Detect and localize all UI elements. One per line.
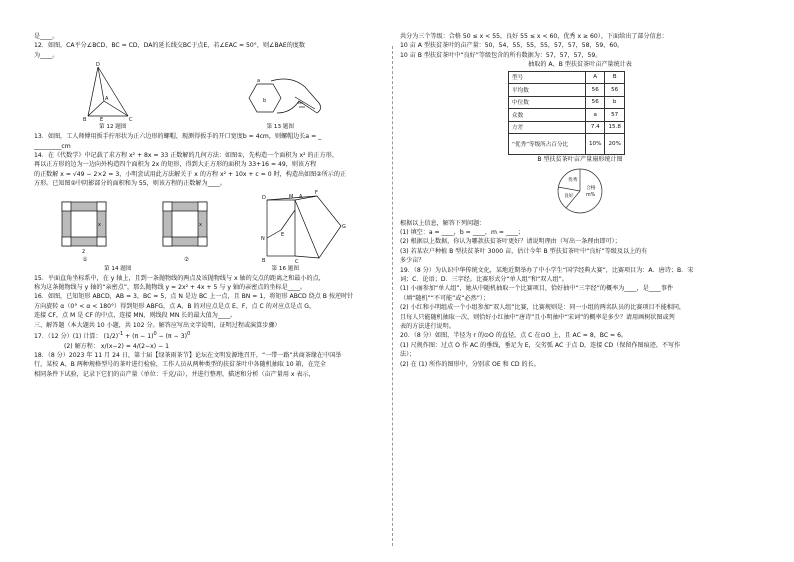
triangle-figure <box>78 61 148 123</box>
question-18-cont-2: 相同条件下试验，记录下它们的亩产量（单位：千克/亩），并进行整理、描述和分析（亩产量用 x 表示， <box>34 370 315 378</box>
figure-12-caption: 第 12 题图 <box>99 124 127 131</box>
svg-text:E: E <box>281 231 285 238</box>
question-19-cont-1: 词；C．论语；D．三字经。比赛形式分“单人组”和“双人组”。 <box>400 275 568 283</box>
q18-part1: (1) 填空：a = ____，b = ____，m = ____； <box>400 228 525 236</box>
rectangle-rotation-figure <box>259 190 347 264</box>
figure-13-caption: 第 13 题图 <box>266 124 294 131</box>
stat-table <box>508 71 625 156</box>
figure-16 <box>259 190 347 264</box>
question-18: 18．（8 分）2023 年 11 月 24 日，第十届【绿茶雨茶节】论坛在文明发源地召开，“一带一路”共商茶缘在中国举 <box>34 351 342 359</box>
question-14-cont-3: 方形。已知图②中阴影部分的面积和为 55，则该方程的正数解为____。 <box>34 180 226 188</box>
q18-a-data: 10 亩 A 型扶贫茶叶的亩产量：50，54，55，55，55，57，57，58，59，60。 <box>400 42 624 50</box>
svg-text:D: D <box>95 62 100 69</box>
table-cell: 15.8 <box>605 121 624 134</box>
question-15-cont: 称为这条抛物线与 y 轴的“亲密点”，那么抛物线 y = 2x² + 4x + 5 与 y 轴的亲密点的坐标是____。 <box>34 284 306 292</box>
svg-text:D: D <box>262 194 266 201</box>
figure-14-caption: 第 14 题图 <box>104 265 132 272</box>
question-17-part2 <box>34 342 369 351</box>
figure-13 <box>235 73 325 131</box>
figure-14b-label: ② <box>183 256 189 263</box>
svg-text:F: F <box>315 189 319 196</box>
q18-b-data: 10 亩 B 型扶贫茶叶中“良好”等级包含的所有数据为：57，57，57，59。 <box>400 51 602 59</box>
question-16-cont-1: 方向旋转 α（0° < α < 180°）得到矩形 ABFG，点 A、B 的对应点是点 E、F，点 C 的对应点是点 G， <box>34 302 316 310</box>
question-17-part2-text: (2) 解方程： <box>64 342 99 350</box>
right-column <box>400 32 760 369</box>
svg-text:x: x <box>199 221 203 228</box>
figure-14a-label: ① <box>82 256 88 263</box>
question-14-cont-1: 再以正方形的边为一边向外构造四个面积为 2x 的矩形，得到大正方形的面积为 33+16 = 49，则该方程 <box>34 161 317 169</box>
table-cell: a <box>586 109 605 122</box>
table-cell: 56 <box>586 84 605 97</box>
question-20-part2: (2) 在 (1) 所作的图形中，分别求 OE 和 CD 的长。 <box>400 360 540 368</box>
question-20-part1-cont: 法）； <box>400 351 416 359</box>
question-17 <box>34 330 369 341</box>
svg-text:G: G <box>342 223 347 230</box>
table-header-row <box>509 71 625 84</box>
question-20: 20．（8 分）如图，半径为 r 的⊙O 的直径，点 C 在⊙O 上，且 AC = 8，BC = 6。 <box>400 332 628 340</box>
table-row <box>509 134 625 155</box>
table-header-cell: 型号 <box>509 71 586 84</box>
pie-chart <box>400 165 760 219</box>
figure-14a <box>56 198 114 264</box>
square-figure-2 <box>157 198 215 256</box>
pie-label-pass: 合格 <box>586 185 596 191</box>
table-row <box>509 109 625 122</box>
pie-chart-title: B 型扶贫茶叶亩产量扇形统计图 <box>537 156 623 164</box>
table-cell: 57 <box>605 109 624 122</box>
table-cell: 平均数 <box>509 84 586 97</box>
wrench-figure <box>235 73 325 123</box>
question-14: 14．在《代数学》中记载了求方程 x² + 8x = 33 正数解的几何方法：如图①，先构造一个面积为 x² 的正方形， <box>34 152 338 160</box>
q17-expression: $(1/2)^{-1} + (\pi - 1)^0 - (\pi - 3)^0$ <box>103 331 191 341</box>
question-13-cont: _________cm <box>34 142 71 150</box>
pie-label-good: 良好 <box>564 193 574 199</box>
table-cell: 10% <box>586 134 605 155</box>
question-19-part1: (1) 小丽参加“单人组”，她从中随机抽取一个比赛项目，恰好抽中“三字经”的概率为____，是____事件 <box>400 285 674 293</box>
question-13: 13．如图，工人师傅用扳手拧形状为正六边形的螺帽，现测得扳手的开口宽度b = 4cm，则螺帽边长a = _ <box>34 133 322 141</box>
figure-16-caption: 第 16 题图 <box>271 265 299 272</box>
question-16: 16．如图，已知矩形 ABCD，AB = 3，BC = 5，点 N 是边 BC 上一点，且 BN = 1，将矩形 ABCD 绕点 B 按逆时针 <box>34 293 354 301</box>
fig-captions-14-16 <box>34 265 369 273</box>
svg-text:E: E <box>99 117 103 124</box>
table-cell: “优秀”等级所占百分比 <box>509 134 586 155</box>
question-19-part2-cont-2: 表的方法进行说明。 <box>400 323 455 330</box>
svg-text:B: B <box>82 117 87 124</box>
svg-text:x: x <box>97 221 101 228</box>
figure-12 <box>78 61 148 131</box>
svg-text:C: C <box>295 258 299 264</box>
q18-instruction: 根据以上信息，解答下列问题： <box>400 219 486 227</box>
section-3-header: 三、解答题（本大题共 10 小题，共 102 分。解答应写出文字说明，证明过程或演算步骤） <box>34 321 281 329</box>
table-header-cell: A <box>586 71 605 84</box>
left-column <box>34 32 369 379</box>
question-16-cont-2: 连接 CF，点 M 是 CF 的中点，连接 MN，则线段 MN 长的最大值为____。 <box>34 312 237 320</box>
question-15: 15．平面直角坐标系中，在 y 轴上，且到一条抛物线的两点及该抛物线与 x 轴的交点的距离之和最小的点， <box>34 274 325 282</box>
figure-14b <box>157 198 215 264</box>
q17-equation: x/(x−2) = 4/(2−x) − 1 <box>100 342 170 350</box>
table-row <box>509 96 625 109</box>
table-row <box>509 84 625 97</box>
table-cell: 众数 <box>509 109 586 122</box>
q18-levels: 共分为三个等级：合格 50 ≤ x < 55，良好 55 ≤ x < 60，优秀 x ≥ 60），下面给出了部分信息： <box>400 33 668 40</box>
question-19-part2: (2) 小红和小明组成一个小组参加“双人组”比赛，比赛规则是：同一小组的两名队员的比赛项目不能相同， <box>400 304 686 312</box>
svg-text:2: 2 <box>81 248 86 255</box>
question-19-part1-cont: （填“随机”“不可能”或“必然”）； <box>400 294 490 302</box>
svg-text:B: B <box>262 257 266 264</box>
question-14-cont-2: 的正数解 x = √49 − 2×2 = 3，小明尝试用此方法解关于 x 的方程 x² + 10x + c = 0 时，构造出如图②所示的正 <box>34 170 347 178</box>
svg-text:b: b <box>263 98 267 105</box>
fig-row-14-16 <box>34 190 369 264</box>
table-row <box>509 121 625 134</box>
column-divider <box>392 46 393 546</box>
table-cell: b <box>605 96 624 109</box>
stat-table-title: 抽取的 A、B 型扶贫茶叶亩产量统计表 <box>528 61 632 69</box>
question-12: 12．如图，CA平分∠BCD，BC = CD，DA的延长线交BC于点E，若∠EAC = 50°，则∠BAE的度数 <box>34 42 305 50</box>
svg-text:a: a <box>257 78 261 85</box>
pie-chart-svg <box>550 165 610 217</box>
table-cell: 中位数 <box>509 96 586 109</box>
table-cell: 56 <box>605 84 624 97</box>
square-figure-1 <box>56 198 114 256</box>
table-header-cell: B <box>605 71 624 84</box>
table-cell: 方差 <box>509 121 586 134</box>
svg-text:A: A <box>104 96 109 103</box>
question-18-cont-1: 行，某校 A、B 两种规格型号的茶叶进行检验，工作人员从两种类型的扶贫茶叶中各随机抽取 10 箱，在完全 <box>34 361 326 369</box>
svg-text:N: N <box>261 235 265 242</box>
question-19-part2-cont-1: 且每人只能随机抽取一次，则恰好小红抽中“唐诗”且小明抽中“宋词”的概率是多少？请用画树状图或列 <box>400 313 675 321</box>
svg-text:A: A <box>299 193 303 200</box>
question-17-text: 17．（12 分）(1) 计算： <box>34 333 102 341</box>
q18-part3: (3) 若某农户种植 B 型扶贫茶叶 3000 亩，估计今年 B 型扶贫茶叶中“良好”等级及以上的有 <box>400 247 648 255</box>
fig-row-12-13 <box>34 61 369 131</box>
pie-label-excellent: 优秀 <box>568 177 578 183</box>
question-12-cont: 为____。 <box>34 51 59 59</box>
question-20-part1: (1) 尺规作图：过点 O 作 AC 的垂线，垂足为 E，交劣弧 AC 于点 D，连接 CD（保留作图痕迹，不写作 <box>400 341 681 349</box>
q18-part2: (2) 根据以上数据，你认为哪款扶贫茶叶更好？请说明理由（写出一条理由即可）； <box>400 238 621 246</box>
question-19: 19．（8 分）为认识中华传统文化，某地近期举办了中小学生“国学经典大赛”，比赛项目为：A．唐诗；B．宋 <box>400 266 694 274</box>
table-cell: 7.4 <box>586 121 605 134</box>
exam-sheet <box>20 32 774 550</box>
svg-text:C: C <box>128 117 133 124</box>
table-cell: 20% <box>605 134 624 155</box>
table-cell: 56 <box>586 96 605 109</box>
q11-tail: 是____。 <box>34 33 59 40</box>
pie-label-m-percent: m% <box>586 192 596 198</box>
svg-text:M: M <box>289 193 294 200</box>
q18-part3-cont: 多少亩？ <box>400 257 425 265</box>
